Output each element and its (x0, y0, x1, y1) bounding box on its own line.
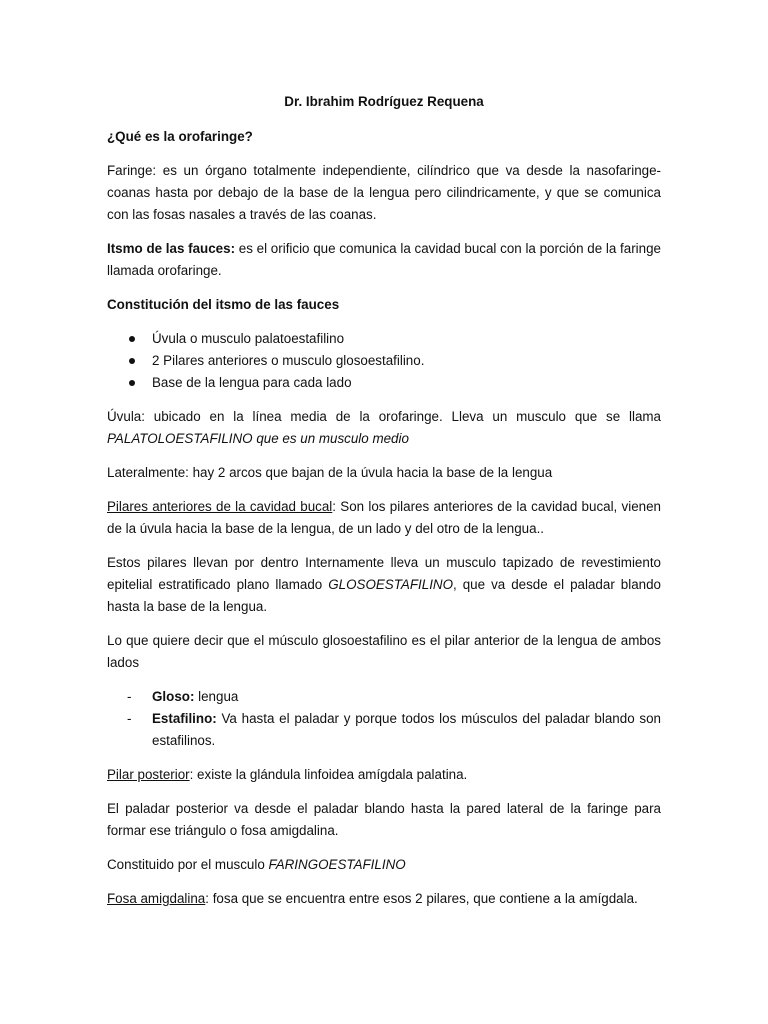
text-uvula: Úvula: ubicado en la línea media de la orofaringe. Lleva un musculo que se llama (107, 409, 661, 424)
list-item (107, 328, 661, 350)
term-pilar-posterior: Pilar posterior (107, 767, 190, 782)
document-title: Dr. Ibrahim Rodríguez Requena (284, 94, 484, 109)
paragraph-lo-que-quiere: Lo que quiere decir que el músculo glosoestafilino es el pilar anterior de la lengua de ambos lados (107, 633, 661, 670)
text-estos-2: , que va desde el paladar blando hasta la base de la lengua. (107, 577, 661, 614)
list-item-text: Base de la lengua para cada lado (152, 375, 352, 390)
term-pilares-anteriores: Pilares anteriores de la cavidad bucal (107, 499, 333, 514)
heading-constitucion: Constitución del itsmo de las fauces (107, 297, 340, 312)
text-estos-1: Estos pilares llevan por dentro Internamente lleva un musculo tapizado de revestimiento epitelial estratificado plano llamado (107, 555, 661, 592)
text-pilares-anteriores: : Son los pilares anteriores de la cavidad bucal, vienen de la úvula hacia la base de la lengua, de un lado y del otro de la lengua.. (107, 499, 661, 536)
dash-list (107, 686, 661, 752)
list-item (107, 372, 661, 394)
dash-marker: - (127, 711, 132, 726)
text-fosa-amigdalina: : fosa que se encuentra entre esos 2 pilares, que contiene a la amígdala. (205, 891, 638, 906)
paragraph-estos-pilares (107, 552, 661, 618)
paragraph-lateralmente: Lateralmente: hay 2 arcos que bajan de la úvula hacia la base de la lengua (107, 465, 553, 480)
text-gloso: lengua (194, 689, 239, 704)
paragraph-pilar-posterior (107, 764, 661, 786)
dash-marker: - (127, 689, 132, 704)
italic-faringoestafilino: FARINGOESTAFILINO (268, 857, 406, 872)
paragraph-itsmo (107, 238, 661, 282)
list-item (107, 686, 661, 708)
bullet-icon (129, 336, 135, 342)
list-item (107, 708, 661, 752)
italic-glosoestafilino: GLOSOESTAFILINO (328, 577, 454, 592)
text-estafilino: Va hasta el paladar y porque todos los músculos del paladar blando son estafilinos. (152, 711, 661, 748)
paragraph-uvula (107, 406, 661, 450)
term-fosa-amigdalina: Fosa amigdalina (107, 891, 206, 906)
term-estafilino: Estafilino: (152, 711, 217, 726)
bullet-list (107, 328, 661, 394)
term-gloso: Gloso: (152, 689, 195, 704)
bullet-icon (129, 358, 135, 364)
text-pilar-posterior: : existe la glándula linfoidea amígdala palatina. (189, 767, 468, 782)
italic-palatoloestafilino: PALATOLOESTAFILINO que es un musculo medio (107, 431, 409, 446)
list-item-text: Úvula o musculo palatoestafilino (152, 331, 345, 346)
paragraph-pilares-anteriores (107, 496, 661, 540)
list-item-text: 2 Pilares anteriores o musculo glosoestafilino. (152, 353, 425, 368)
bullet-icon (129, 380, 135, 386)
list-item (107, 350, 661, 372)
paragraph-fosa-amigdalina (107, 888, 661, 910)
text-itsmo: es el orificio que comunica la cavidad bucal con la porción de la faringe llamada orofaringe. (107, 241, 661, 278)
paragraph-constituido (107, 854, 661, 876)
document-body (107, 91, 661, 922)
paragraph-faringe: Faringe: es un órgano totalmente independiente, cilíndrico que va desde la nasofaringe-coanas hasta por debajo de la base de la lengua pero cilindricamente, y que se comunica con las fosas nasales a través de las coanas. (107, 163, 661, 222)
heading-orofaringe: ¿Qué es la orofaringe? (107, 129, 253, 144)
text-constituido: Constituido por el musculo (107, 857, 269, 872)
term-itsmo: Itsmo de las fauces: (107, 241, 236, 256)
paragraph-paladar-posterior: El paladar posterior va desde el paladar blando hasta la pared lateral de la faringe para formar ese triángulo o fosa amigdalina. (107, 801, 661, 838)
